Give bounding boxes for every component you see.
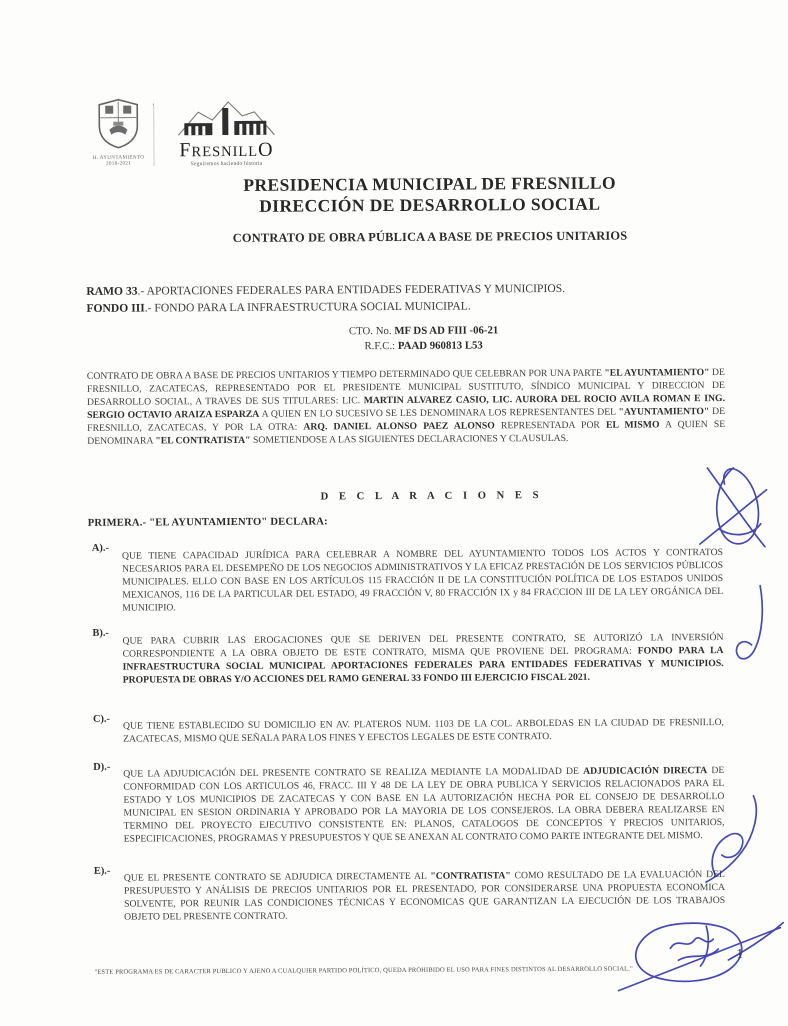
signature-scribble-top-right-icon <box>699 468 766 547</box>
wordmark-middle-letters: RESNILL <box>191 144 258 160</box>
fresnillo-slogan: Seguiremos haciendo historia <box>168 161 286 168</box>
municipal-shield-logo <box>91 98 145 167</box>
declaration-item-text-c: QUE TIENE ESTABLECIDO SU DOMICILIO EN AV. PLATEROS NUM. 1103 DE LA COL. ARBOLEDAS EN LA CIUDAD DE FRESNILLO, ZACATECAS, MISMO QUE SEÑALA PARA LOS FINES Y EFECTOS LEGALES DE ESTE CONTRATO. <box>123 716 724 746</box>
cto-value: MF DS AD FIII -06-21 <box>394 324 498 337</box>
rfc-value: PAAD 960813 L53 <box>398 339 483 352</box>
shield-crest-icon <box>95 98 141 150</box>
document-subtitle: CONTRATO DE OBRA PÚBLICA A BASE DE PRECIOS UNITARIOS <box>110 228 750 247</box>
declaration-item-label-c: C).- <box>93 714 110 725</box>
declaration-item-text-d: QUE LA ADJUDICACIÓN DEL PRESENTE CONTRATO SE REALIZA MEDIANTE LA MODALIDAD DE ADJUDICACIÓN DIRECTA DE CONFORMIDAD CON LOS ARTICULOS 46, FRACC. III Y 48 DE LA LEY DE OBRA PUBLICA Y SERVICIOS RELACIONADOS PARA EL ESTADO Y LOS MUNICIPIOS DE ZACATECAS Y CON BASE EN LA AUTORIZACIÓN HECHA POR EL CONSEJO DE DESARROLLO MUNICIPAL EN SESION ORDINARIA Y APROBADO POR LA MAYORIA DE LOS CONSEJEROS. LA OBRA DEBERA REALIZARSE EN TERMINO DEL PROYECTO EJECUTIVO CONSISTENTE EN: PLANOS, CATALOGOS DE CONCEPTOS Y PRECIOS UNITARIOS, ESPECIFICACIONES, PROGRAMAS Y PRESUPUESTOS Y QUE SE ANEXAN AL CONTRATO COMO PARTE INTEGRANTE DEL MISMO. <box>123 764 724 846</box>
rfc-line <box>174 337 674 355</box>
page-number: 1 <box>736 946 743 962</box>
wordmark-last-letter: O <box>258 139 274 161</box>
intro-paragraph: CONTRATO DE OBRA A BASE DE PRECIOS UNITARIOS Y TIEMPO DETERMINADO QUE CELEBRAN POR UNA PARTE "EL AYUNTAMIENTO" DE FRESNILLO, ZACATECAS, REPRESENTADO POR EL PRESIDENTE MUNICIPAL SUSTITUTO, SÍNDICO MUNICIPAL Y DIRECCION DE DESARROLLO SOCIAL, A TRAVES DE SUS TITULARES: LIC. MARTIN ALVAREZ CASIO, LIC. AURORA DEL ROCIO AVILA ROMAN E ING. SERGIO OCTAVIO ARAIZA ESPARZA A QUIEN EN LO SUCESIVO SE LES DENOMINARA LOS REPRESENTANTES DEL "AYUNTAMIENTO" DE FRESNILLO, ZACATECAS, Y POR LA OTRA: ARQ. DANIEL ALONSO PAEZ ALONSO REPRESENTADA POR EL MISMO A QUIEN SE DENOMINARA "EL CONTRATISTA" SOMETIENDOSE A LAS SIGUIENTES DECLARACIONES Y CLAUSULAS. <box>87 367 725 448</box>
program-line2: FONDO III.- FONDO PARA LA INFRAESTRUCTURA SOCIAL MUNICIPAL. <box>86 296 734 317</box>
document-title <box>110 172 750 217</box>
fresnillo-logo <box>167 100 285 168</box>
footer-disclaimer: "ESTE PROGRAMA ES DE CARACTER PUBLICO Y AJENO A CUALQUIER PARTIDO POLÍTICO, QUEDA PROHIBIDO EL USO PARA FINES DISTINTOS AL DESARROLLO SOCIAL." <box>94 965 722 976</box>
pen-stroke-mark-icon <box>736 586 763 659</box>
rfc-label: R.F.C.: <box>364 340 397 352</box>
shield-caption-line2: 2018-2021 <box>92 161 146 167</box>
signature-bottom-icon <box>618 923 783 991</box>
program-line1: RAMO 33.- APORTACIONES FEDERALES PARA ENTIDADES FEDERATIVAS Y MUNICIPIOS. <box>86 279 734 300</box>
primera-heading: PRIMERA.- "EL AYUNTAMIENTO" DECLARA: <box>88 516 328 528</box>
declaration-item-text-a: QUE TIENE CAPACIDAD JURÍDICA PARA CELEBRAR A NOMBRE DEL AYUNTAMIENTO TODOS LOS ACTOS Y CONTRATOS NECESARIOS PARA EL DESEMPEÑO DE LOS NEGOCIOS ADMINISTRATIVOS Y LA EFICAZ PRESTACIÓN DE LOS SERVICIOS PÚBLICOS MUNICIPALES. ELLO CON BASE EN LOS ARTÍCULOS 115 FRACCIÓN II DE LA CONSTITUCIÓN POLÍTICA DE LOS ESTADOS UNIDOS MEXICANOS, 116 DE LA PARTICULAR DEL ESTADO, 49 FRACCIÓN V, 80 FRACCIÓN IX y 84 FRACCION III DE LA LEY ORGÁNICA DEL MUNICIPIO. <box>122 546 723 615</box>
fresnillo-wordmark <box>167 141 285 162</box>
wordmark-first-letter: F <box>179 139 191 161</box>
title-line1: PRESIDENCIA MUNICIPAL DE FRESNILLO <box>110 172 750 196</box>
declaration-item-label-b: B).- <box>92 628 109 639</box>
title-line2: DIRECCIÓN DE DESARROLLO SOCIAL <box>110 192 750 216</box>
declaration-item-label-a: A).- <box>92 543 109 554</box>
fresnillo-monument-icon <box>176 100 276 137</box>
contract-identifiers <box>174 322 674 355</box>
shield-caption-line1: H. AYUNTAMIENTO <box>91 155 145 161</box>
program-block <box>86 279 734 317</box>
cto-label: CTO. No. <box>349 325 394 337</box>
declaration-item-label-e: E).- <box>94 866 111 877</box>
declaration-item-text-b: QUE PARA CUBRIR LAS EROGACIONES QUE SE DERIVEN DEL PRESENTE CONTRATO, SE AUTORIZÓ LA INVERSIÓN CORRESPONDIENTE A LA OBRA OBJETO DE ESTE CONTRATO, MISMA QUE PROVIENE DEL PROGRAMA: FONDO PARA LA INFRAESTRUCTURA SOCIAL MUNICIPAL APORTACIONES FEDERALES PARA ENTIDADES FEDERATIVAS Y MUNICIPIOS. PROPUESTA DE OBRAS Y/O ACCIONES DEL RAMO GENERAL 33 FONDO III EJERCICIO FISCAL 2021. <box>122 631 723 687</box>
declarations-heading: D E C L A R A C I O N E S <box>112 489 752 504</box>
declaration-item-text-e: QUE EL PRESENTE CONTRATO SE ADJUDICA DIRECTAMENTE AL "CONTRATISTA" COMO RESULTADO DE LA EVALUACIÓN DEL PRESUPUESTO Y ANÁLISIS DE PRECIOS UNITARIOS POR EL PRESENTADO, POR CONSIDERARSE UNA PROPUESTA ECONOMICA SOLVENTE, POR REUNIR LAS CONDICIONES TÉCNICAS Y ECONOMICAS QUE GARANTIZAN LA EJECUCIÓN DE LOS TRABAJOS OBJETO DEL PRESENTE CONTRATO. <box>124 868 725 924</box>
logo-divider <box>153 103 154 165</box>
declaration-item-label-d: D).- <box>93 762 110 773</box>
